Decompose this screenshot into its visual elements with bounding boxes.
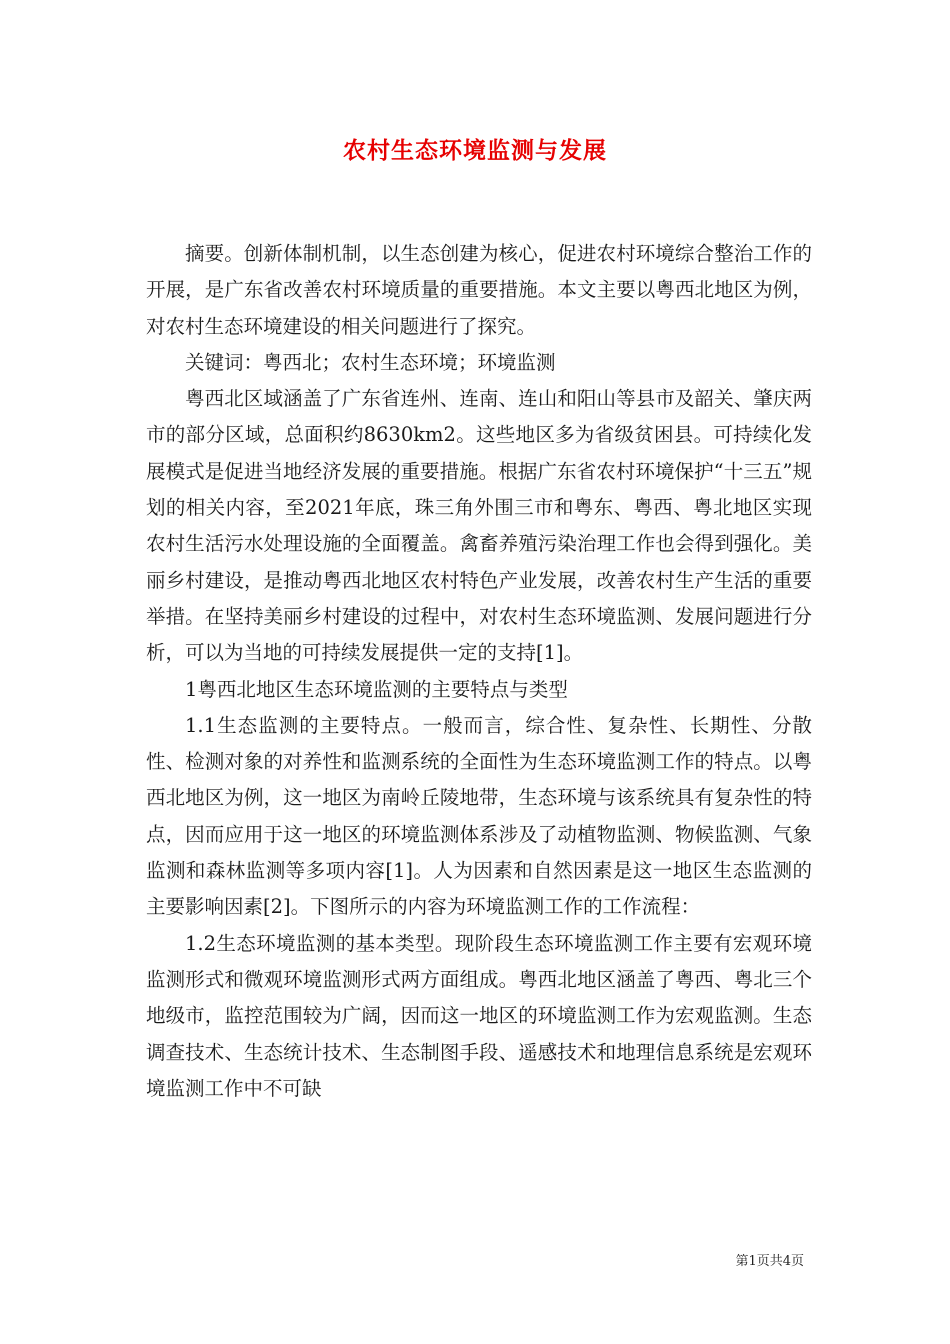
page-number-footer: 第1页共4页 [735, 1254, 804, 1269]
intro-paragraph: 粤西北区域涵盖了广东省连州、连南、连山和阳山等县市及韶关、肇庆两市的部分区域，总面积约8630km2。这些地区多为省级贫困县。可持续化发展模式是促进当地经济发展的重要措施。根据广东省农村环境保护“十三五”规划的相关内容，至2021年底，珠三角外围三市和粤东、粤西、粤北地区实现农村生活污水处理设施的全面覆盖。禽畜养殖污染治理工作也会得到强化。美丽乡村建设，是推动粤西北地区农村特色产业发展，改善农村生产生活的重要举措。在坚持美丽乡村建设的过程中，对农村生态环境监测、发展问题进行分析，可以为当地的可持续发展提供一定的支持[1]。 [146, 387, 812, 665]
section-1-2-paragraph: 1.2生态环境监测的基本类型。现阶段生态环境监测工作主要有宏观环境监测形式和微观环境监测形式两方面组成。粤西北地区涵盖了粤西、粤北三个地级市，监控范围较为广阔，因而这一地区的环境监测工作为宏观监测。生态调查技术、生态统计技术、生态制图手段、遥感技术和地理信息系统是宏观环境监测工作中不可缺 [146, 931, 812, 1100]
document-body [146, 236, 812, 1107]
keywords-paragraph: 关键词：粤西北；农村生态环境；环境监测 [185, 350, 556, 374]
section-heading-1: 1粤西北地区生态环境监测的主要特点与类型 [185, 677, 568, 701]
section-1-1-paragraph: 1.1生态监测的主要特点。一般而言，综合性、复杂性、长期性、分散性、检测对象的对养性和监测系统的全面性为生态环境监测工作的特点。以粤西北地区为例，这一地区为南岭丘陵地带，生态环境与该系统具有复杂性的特点，因而应用于这一地区的环境监测体系涉及了动植物监测、物候监测、气象监测和森林监测等多项内容[1]。人为因素和自然因素是这一地区生态监测的主要影响因素[2]。下图所示的内容为环境监测工作的工作流程： [146, 713, 812, 919]
abstract-paragraph: 摘要。创新体制机制，以生态创建为核心，促进农村环境综合整治工作的开展，是广东省改善农村环境质量的重要措施。本文主要以粤西北地区为例，对农村生态环境建设的相关问题进行了探究。 [146, 242, 812, 338]
document-title: 农村生态环境监测与发展 [343, 137, 607, 164]
